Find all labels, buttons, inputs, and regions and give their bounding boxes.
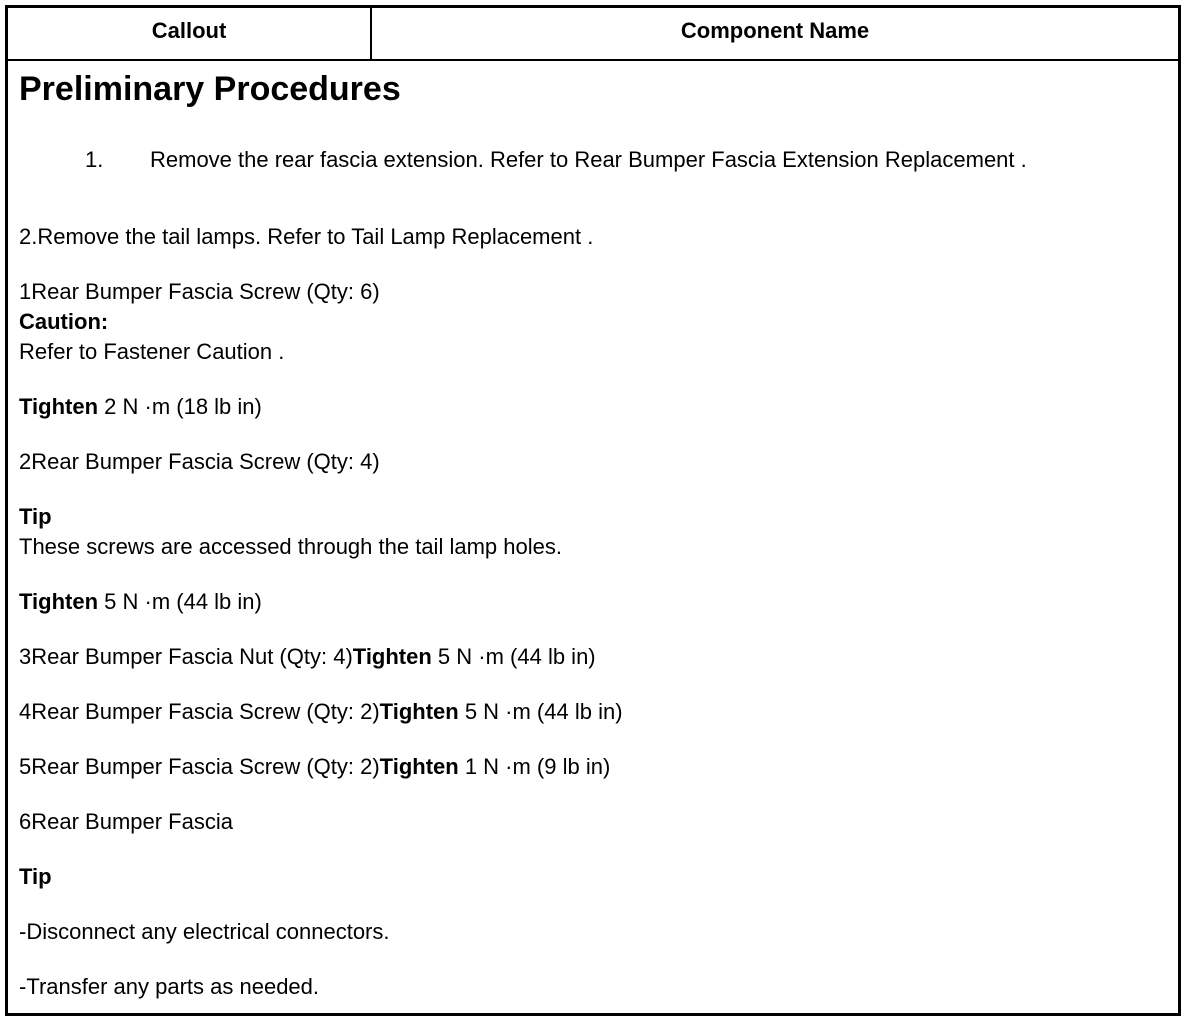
callout-column-header: Callout (8, 8, 372, 59)
tighten-label: Tighten (379, 754, 459, 779)
tighten-value: 5 N ·m (44 lb in) (98, 589, 262, 614)
item-5-label: 5Rear Bumper Fascia Screw (Qty: 2) (19, 754, 380, 779)
item-2-tip-text: These screws are accessed through the tail lamp holes. (19, 534, 562, 559)
item-6-tip-line-1: -Disconnect any electrical connectors. (19, 919, 390, 944)
procedure-table (5, 5, 1181, 1016)
component-name-column-header: Component Name (680, 18, 870, 43)
step-1-text: Remove the rear fascia extension. Refer to Rear Bumper Fascia Extension Replacement . (150, 147, 1027, 172)
item-3-row (19, 644, 596, 670)
tighten-label: Tighten (19, 589, 99, 614)
item-5-row (19, 754, 610, 780)
item-1-caution-text: Refer to Fastener Caution . (19, 339, 285, 364)
item-6-label: 6Rear Bumper Fascia (19, 809, 233, 834)
item-4-label: 4Rear Bumper Fascia Screw (Qty: 2) (19, 699, 380, 724)
item-1-label: 1Rear Bumper Fascia Screw (Qty: 6) (19, 279, 380, 304)
item-2-label: 2Rear Bumper Fascia Screw (Qty: 4) (19, 449, 380, 474)
tighten-value: 5 N ·m (44 lb in) (458, 699, 623, 724)
item-3-label: 3Rear Bumper Fascia Nut (Qty: 4) (19, 644, 353, 669)
tighten-label: Tighten (379, 699, 459, 724)
tighten-label: Tighten (19, 394, 99, 419)
tighten-label: Tighten (352, 644, 432, 669)
item-1-caution-label: Caution: (19, 309, 109, 334)
tighten-value: 1 N ·m (9 lb in) (458, 754, 611, 779)
item-6-tip-line-2: -Transfer any parts as needed. (19, 974, 320, 999)
step-2-text: 2.Remove the tail lamps. Refer to Tail Lamp Replacement . (19, 224, 594, 249)
item-1-tighten-spec (19, 394, 262, 420)
item-6-tip-label: Tip (19, 864, 52, 889)
item-2-tip-label: Tip (19, 504, 52, 529)
item-2-tighten-spec (19, 589, 262, 615)
step-1-number: 1. (85, 147, 104, 172)
tighten-value: 5 N ·m (44 lb in) (431, 644, 596, 669)
item-4-row (19, 699, 623, 725)
table-header-row (8, 8, 1178, 61)
section-title: Preliminary Procedures (19, 70, 401, 108)
tighten-value: 2 N ·m (18 lb in) (98, 394, 262, 419)
